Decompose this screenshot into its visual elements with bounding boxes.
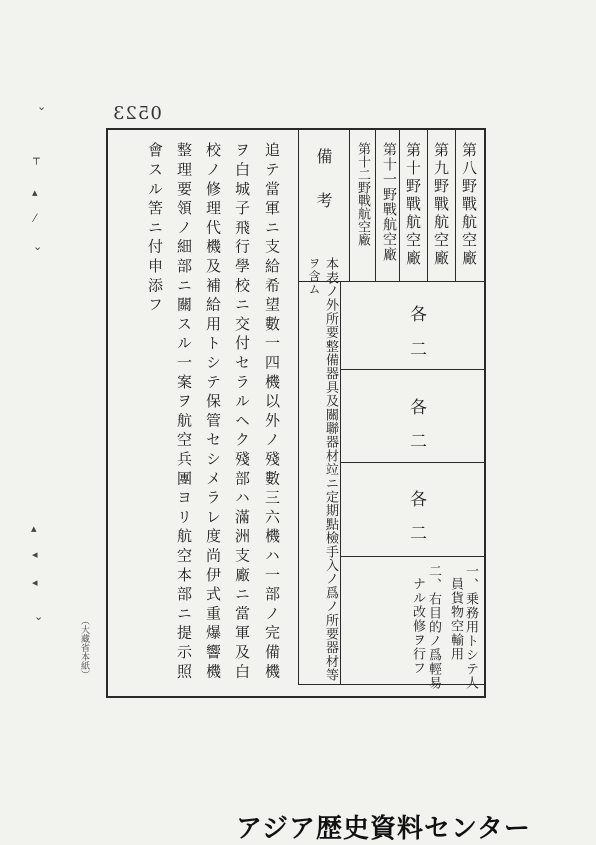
- qty-cell-2b: 二: [406, 432, 426, 449]
- margin-stamp: （大藏省本紙）: [79, 616, 89, 679]
- margin-mark: ⌄: [37, 100, 47, 113]
- col-divider-4: [375, 130, 376, 281]
- note-line-2: ヲ含ム: [307, 257, 321, 296]
- margin-mark: ┬: [33, 152, 40, 165]
- body-line-5: 會スル筈ニ付申添フ: [146, 142, 164, 316]
- remark-line-2: 員貨物空輸用: [448, 577, 463, 661]
- table-bottom-border: [106, 696, 486, 698]
- col-divider-3: [399, 130, 400, 281]
- body-line-3: 校ノ修理代機及補給用トシテ保管セシメラレ度尚伊式重爆響機: [204, 142, 222, 683]
- margin-mark: ▴: [31, 522, 37, 535]
- margin-mark: ⌄: [34, 610, 44, 623]
- qty-divider-2: [340, 462, 484, 463]
- qty-cell-3b: 二: [406, 524, 426, 541]
- col-header-10: 第十野戰航空廠: [404, 142, 422, 268]
- note-line-1: 本表ノ外所要整備器具及關聯器材竝ニ定期點檢手入ノ爲ノ所要器材等: [323, 257, 338, 682]
- margin-mark: ◂: [32, 576, 38, 589]
- qty-cell-1a: 各: [406, 305, 426, 322]
- qty-cell-2a: 各: [406, 398, 426, 415]
- qty-divider-3: [340, 556, 484, 557]
- col-divider-2: [427, 130, 428, 281]
- margin-mark: ▴: [32, 186, 38, 199]
- qty-divider-1: [340, 369, 484, 370]
- body-line-1: 追テ當軍ニ支給希望數一四機以外ノ殘數三六機ハ一部ノ完備機: [263, 142, 281, 683]
- margin-mark: ⁄: [34, 212, 36, 225]
- page-number: 0523: [112, 103, 162, 124]
- note-label: 備考: [314, 148, 333, 236]
- table-left-border: [106, 128, 108, 698]
- col-header-9: 第九野戰航空廠: [432, 142, 450, 268]
- col-divider-1: [455, 130, 456, 281]
- body-line-2: ヲ白城子飛行學校ニ交付セラルヘク殘部ハ滿洲支廠ニ當軍及白: [233, 142, 251, 683]
- remark-line-1: 一、乗務用トシテ人: [463, 564, 478, 690]
- col-divider-note: [298, 130, 299, 685]
- table-right-border: [484, 128, 486, 698]
- remark-line-3: 二、右目的ノ爲輕易: [426, 564, 441, 690]
- remark-line-4: ナル改修ヲ行フ: [410, 577, 425, 675]
- col-divider-note-inner: [340, 281, 341, 685]
- table-top-border: [106, 128, 486, 130]
- footer-title: アジア歴史資料センター: [236, 814, 531, 844]
- col-divider-5: [349, 130, 350, 281]
- qty-cell-1b: 二: [406, 340, 426, 357]
- margin-mark: ⌄: [33, 240, 43, 253]
- col-header-11: 第十一野戰航空廠: [381, 142, 397, 262]
- margin-mark: ◂: [32, 548, 38, 561]
- qty-cell-3a: 各: [406, 490, 426, 507]
- note-bottom-line: [298, 684, 484, 685]
- col-header-8: 第八野戰航空廠: [460, 142, 478, 268]
- body-line-4: 整理要領ノ細部ニ關スル一案ヲ航空兵團ヨリ航空本部ニ提示照: [175, 142, 193, 683]
- col-header-12: 第十二野戰航空廠: [355, 142, 370, 246]
